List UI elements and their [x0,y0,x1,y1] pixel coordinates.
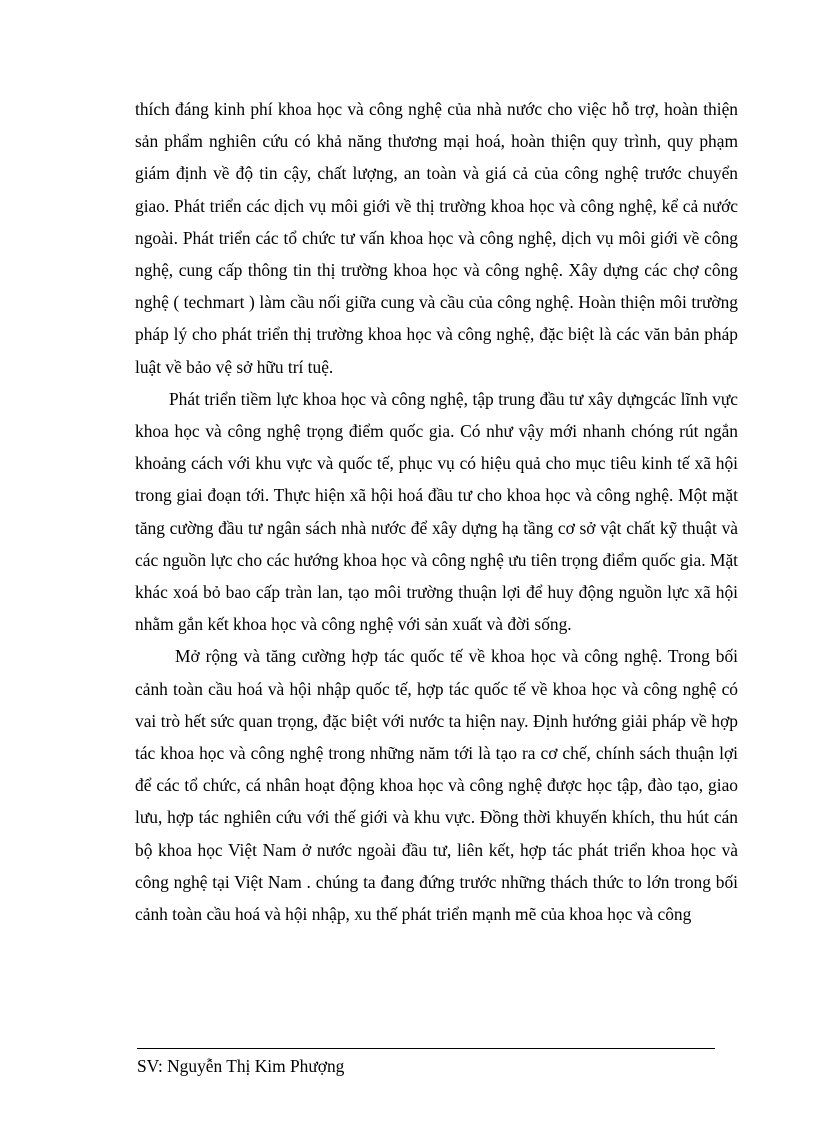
footer-student-name: SV: Nguyễn Thị Kim Phượng [137,1056,345,1076]
body-text [135,93,738,930]
footer-divider [137,1048,715,1049]
paragraph-3: Mở rộng và tăng cường hợp tác quốc tế về khoa học và công nghệ. Trong bối cảnh toàn cầu hoá và hội nhập quốc tế, hợp tác quốc tế về khoa học và công nghệ có vai trò hết sức quan trọng, đặc biệt với nước ta hiện nay. Định hướng giải pháp về hợp tác khoa học và công nghệ trong những năm tới là tạo ra cơ chế, chính sách thuận lợi để các tổ chức, cá nhân hoạt động khoa học và công nghệ được học tập, đào tạo, giao lưu, hợp tác nghiên cứu với thế giới và khu vực. Đồng thời khuyến khích, thu hút cán bộ khoa học Việt Nam ở nước ngoài đầu tư, liên kết, hợp tác phát triển khoa học và công nghệ tại Việt Nam . chúng ta đang đứng trước những thách thức to lớn trong bối cảnh toàn cầu hoá và hội nhập, xu thế phát triển mạnh mẽ của khoa học và công [135,646,738,925]
paragraph-1: thích đáng kinh phí khoa học và công nghệ của nhà nước cho việc hỗ trợ, hoàn thiện sản phẩm nghiên cứu có khả năng thương mại hoá, hoàn thiện quy trình, quy phạm giám định về độ tin cậy, chất lượng, an toàn và giá cả của công nghệ trước chuyển giao. Phát triển các dịch vụ môi giới về thị trường khoa học và công nghệ, kể cả nước ngoài. Phát triển các tổ chức tư vấn khoa học và công nghệ, dịch vụ môi giới về công nghệ, cung cấp thông tin thị trường khoa học và công nghệ. Xây dựng các chợ công nghệ ( techmart ) làm cầu nối giữa cung và cầu của công nghệ. Hoàn thiện môi trường pháp lý cho phát triển thị trường khoa học và công nghệ, đặc biệt là các văn bản pháp luật về bảo vệ sở hữu trí tuệ. [135,99,738,377]
paragraph-2: Phát triển tiềm lực khoa học và công nghệ, tập trung đầu tư xây dựngcác lĩnh vực khoa học và công nghệ trọng điểm quốc gia. Có như vậy mới nhanh chóng rút ngắn khoảng cách với khu vực và quốc tế, phục vụ có hiệu quả cho mục tiêu kinh tế xã hội trong giai đoạn tới. Thực hiện xã hội hoá đầu tư cho khoa học và công nghệ. Một mặt tăng cường đầu tư ngân sách nhà nước để xây dựng hạ tầng cơ sở vật chất kỹ thuật và các nguồn lực cho các hướng khoa học và công nghệ ưu tiên trọng điểm quốc gia. Mặt khác xoá bỏ bao cấp tràn lan, tạo môi trường thuận lợi để huy động nguồn lực xã hội nhằm gắn kết khoa học và công nghệ với sản xuất và đời sống. [135,388,738,635]
